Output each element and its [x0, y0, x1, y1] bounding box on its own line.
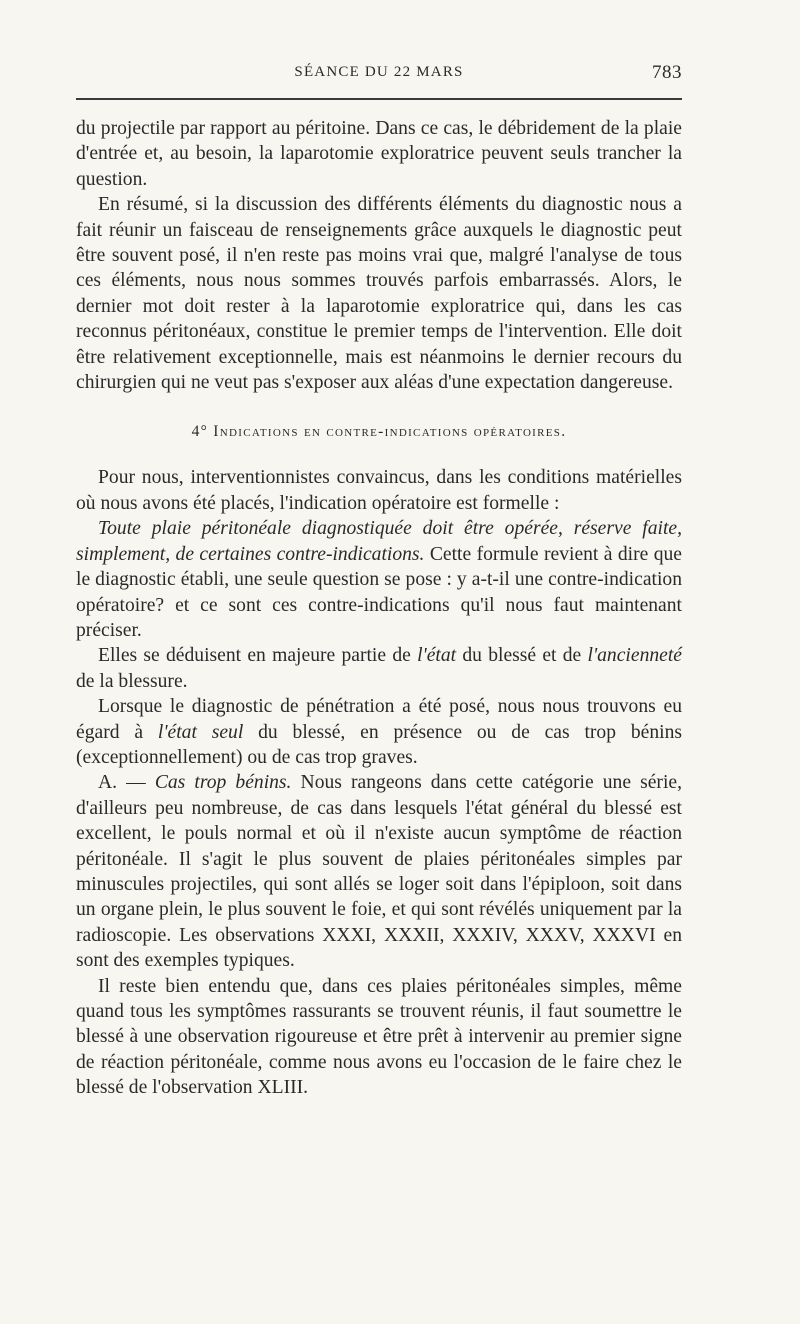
paragraph-conclusion: Il reste bien entendu que, dans ces plaies péritonéales simples, même quand tous les symptômes rassurants se trouvent réunis, il faut soumettre le blessé à une observation rigoureuse et être prêt à intervenir au premier signe de réaction péritonéale, comme nous avons eu l'occasion de le faire chez le blessé de l'observation XLIII.	[76, 975, 682, 1099]
running-header	[76, 58, 682, 92]
paragraph-rule	[76, 516, 682, 643]
italic-rule: Toute plaie péritonéale diagnostiquée doit être opérée, réserve faite, simplement, de certaines contre-indications.	[76, 518, 682, 565]
paragraph-penetration	[76, 694, 682, 770]
text-span: du blessé et de	[456, 645, 588, 667]
text-span: Nous rangeons dans cette catégorie une série, d'ailleurs peu nombreuse, de cas dans lesquels l'état général du blessé est excellent, le pouls normal et où il n'existe aucun symptôme de réaction péritonéale. Il s'agit le plus souvent de plaies péritonéales simples par minuscules projectiles, qui sont allés se loger soit dans l'épiploon, soit dans un organe plein, le plus souvent le foie, et qui sont révélés uniquement par la radioscopie. Les observations XXXI, XXXII, XXXIV, XXXV, XXXVI en sont des exemples typiques.	[76, 772, 682, 972]
italic-etat: l'état	[417, 645, 457, 667]
text-span: du blessé, en présence ou de cas trop bénins (exceptionnellement) ou de cas trop graves.	[76, 721, 682, 768]
page-number: 783	[652, 62, 682, 83]
section-heading: 4° Indications en contre-indications opératoires.	[191, 423, 567, 441]
text-span: Elles se déduisent en majeure partie de	[98, 645, 418, 667]
paragraph-cas-benins	[76, 770, 682, 973]
italic-etat-seul: l'état seul	[157, 721, 244, 743]
header-rule	[76, 98, 682, 100]
paragraph-rule-rest: Cette formule revient à dire que le diagnostic établi, une seule question se pose : y a-t-il une contre-indication opératoire? et ce sont ces contre-indications qu'il nous faut maintenant préciser.	[76, 543, 682, 641]
paragraph-continuation: du projectile par rapport au péritoine. Dans ce cas, le débridement de la plaie d'entrée et, au besoin, la laparotomie exploratrice peuvent seuls trancher la question.	[76, 118, 682, 190]
paragraph-indication: Pour nous, interventionnistes convaincus, dans les conditions matérielles où nous avons été placés, l'indication opératoire est formelle :	[76, 467, 682, 514]
paragraph-resume: En résumé, si la discussion des différents éléments du diagnostic nous a fait réunir un faisceau de renseignements grâce auxquels le diagnostic peut être souvent posé, il n'en reste pas moins vrai que, malgré l'analyse de tous ces éléments, nous nous sommes trouvés parfois embarrassés. Alors, le dernier mot doit rester à la laparotomie exploratrice qui, dans les cas reconnus péritonéaux, constitue le premier temps de l'intervention. Elle doit être relativement exceptionnelle, mais est néanmoins le dernier recours du chirurgien qui ne veut pas s'exposer aux aléas d'une expectation dangereuse.	[76, 194, 682, 394]
body-text	[76, 116, 682, 1101]
paragraph-deduction	[76, 643, 682, 694]
document-page	[76, 58, 682, 1101]
running-title: SÉANCE DU 22 MARS	[294, 64, 464, 80]
italic-anciennete: l'ancienneté	[587, 645, 682, 667]
italic-cas-trop-benins: Cas trop bénins.	[154, 772, 292, 794]
text-span: A. —	[98, 772, 155, 794]
text-span: de la blessure.	[76, 670, 188, 692]
text-span: Lorsque le diagnostic de pénétration a été posé, nous nous trouvons eu égard à	[76, 696, 682, 743]
